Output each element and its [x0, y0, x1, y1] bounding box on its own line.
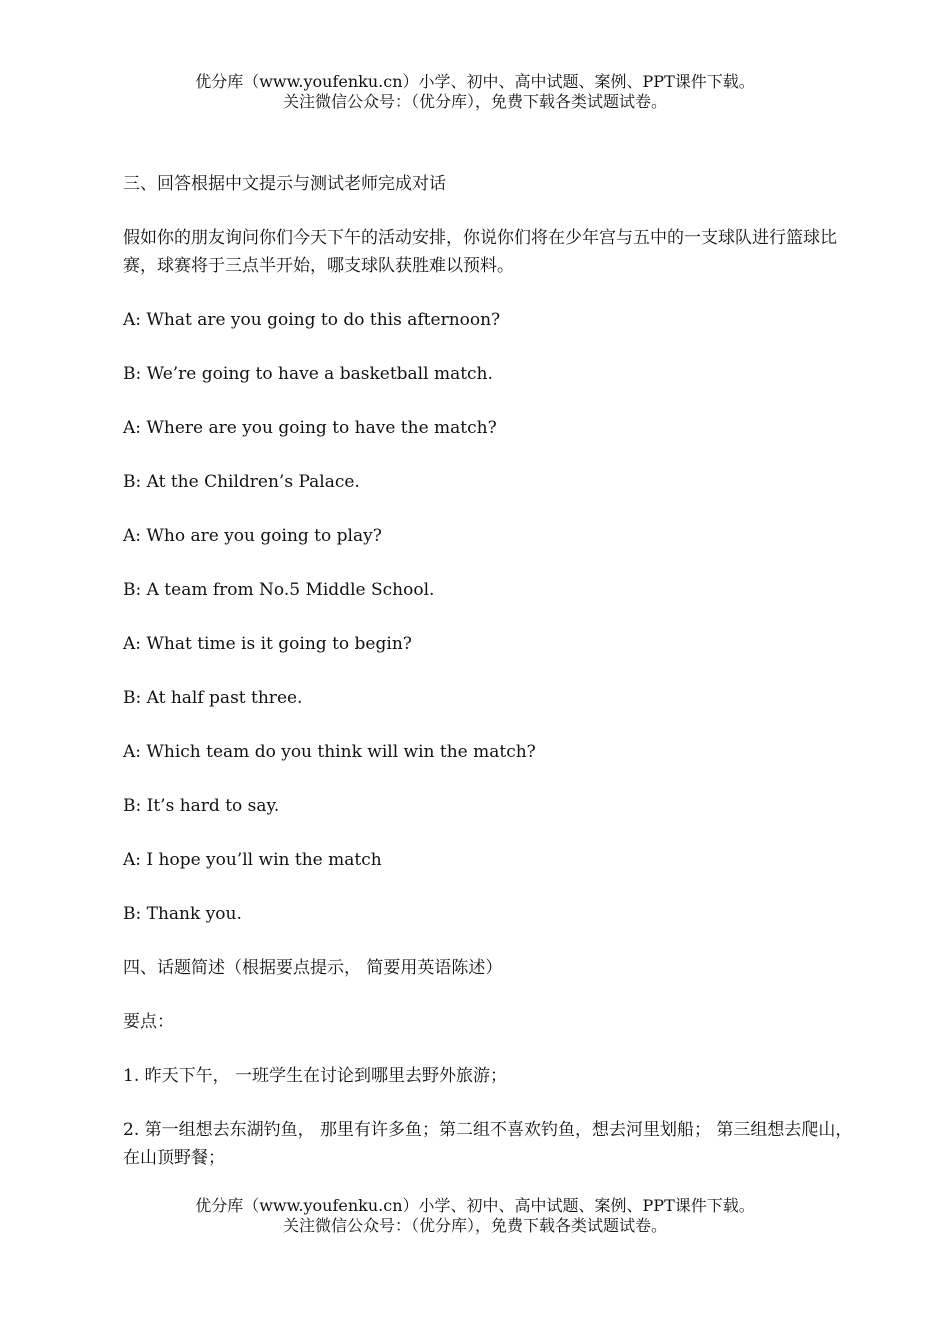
point-item: 1. 昨天下午， 一班学生在讨论到哪里去野外旅游；: [123, 1066, 508, 1086]
points-label: 要点：: [123, 1012, 174, 1032]
header-line-2: 关注微信公众号：（优分库），免费下载各类试题试卷。: [282, 92, 667, 111]
section-4-title: 四、话题简述（根据要点提示， 简要用英语陈述）: [123, 958, 503, 978]
dialog-line: B: At the Children’s Palace.: [123, 472, 360, 492]
footer-line-2: 关注微信公众号：（优分库），免费下载各类试题试卷。: [282, 1216, 667, 1235]
dialog-line: B: Thank you.: [123, 904, 242, 924]
document-body: [123, 170, 853, 1198]
page-header: [0, 72, 950, 112]
dialog-line: A: Who are you going to play?: [123, 526, 382, 546]
page-footer: [0, 1196, 950, 1236]
dialog-line: A: I hope you’ll win the match: [123, 850, 382, 870]
dialog-line: A: What are you going to do this afternoon?: [123, 310, 501, 330]
dialog: [123, 306, 853, 928]
point-item: 2. 第一组想去东湖钓鱼， 那里有许多鱼；第二组不喜欢钓鱼，想去河里划船； 第三组想去爬山， 在山顶野餐；: [123, 1120, 853, 1168]
section-3-title: 三、回答根据中文提示与测试老师完成对话: [123, 174, 446, 194]
section-3-prompt: 假如你的朋友询问你们今天下午的活动安排，你说你们将在少年宫与五中的一支球队进行篮球比赛，球赛将于三点半开始，哪支球队获胜难以预料。: [123, 228, 837, 276]
dialog-line: B: We’re going to have a basketball match.: [123, 364, 493, 384]
dialog-line: A: What time is it going to begin?: [123, 634, 412, 654]
dialog-line: B: It’s hard to say.: [123, 796, 280, 816]
header-line-1: 优分库（www.youfenku.cn）小学、初中、高中试题、案例、PPT课件下载。: [195, 72, 755, 91]
dialog-line: B: At half past three.: [123, 688, 303, 708]
footer-line-1: 优分库（www.youfenku.cn）小学、初中、高中试题、案例、PPT课件下载。: [195, 1196, 755, 1215]
dialog-line: A: Which team do you think will win the match?: [123, 742, 536, 762]
dialog-line: A: Where are you going to have the match?: [123, 418, 497, 438]
dialog-line: B: A team from No.5 Middle School.: [123, 580, 435, 600]
